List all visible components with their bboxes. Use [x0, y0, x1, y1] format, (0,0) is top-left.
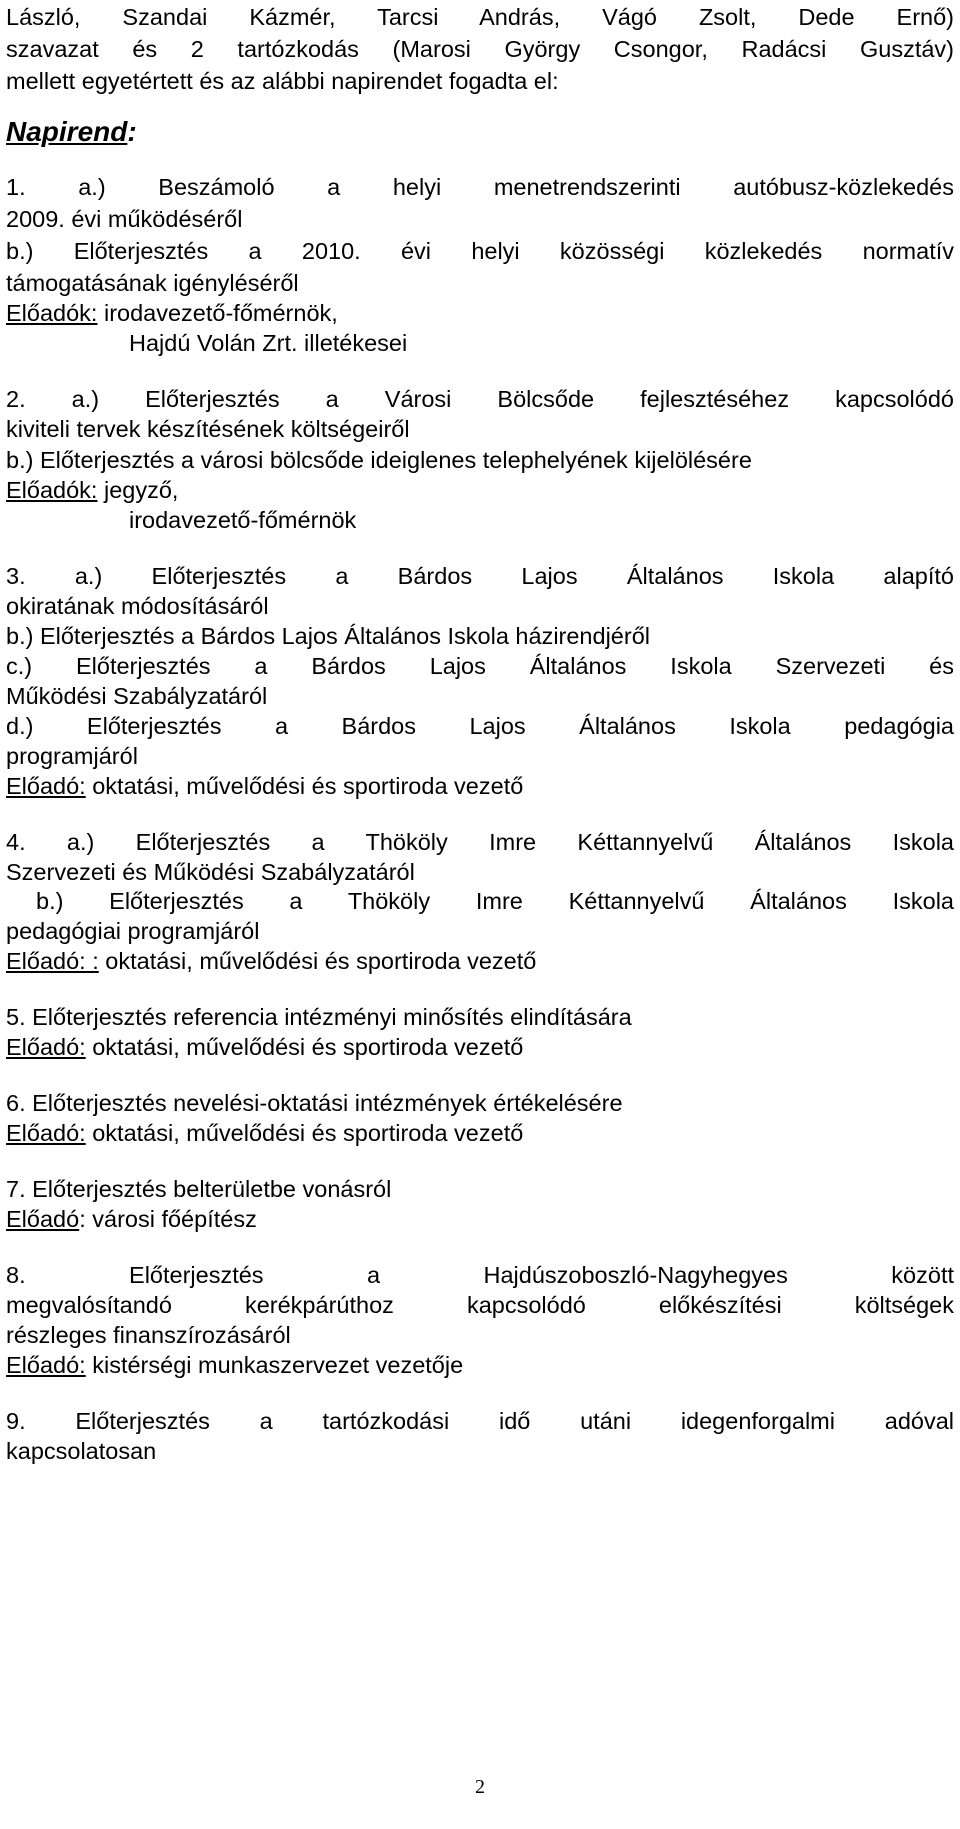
- agenda-item-8-cont-1: megvalósítandó kerékpárúthoz kapcsolódó előkészítési költségek: [6, 1292, 954, 1318]
- agenda-item-1a-cont: 2009. évi működéséről: [6, 206, 243, 232]
- presenter-line-2: [6, 475, 954, 505]
- presenter-line-3: [6, 771, 954, 801]
- presenter-label: Előadó:: [6, 1352, 86, 1378]
- presenter-text: : városi főépítész: [79, 1206, 257, 1232]
- agenda-item-3c: c.) Előterjesztés a Bárdos Lajos Általános Iskola Szervezeti és: [6, 653, 954, 679]
- page-number: 2: [475, 1776, 485, 1798]
- agenda-item-3d-cont: programjáról: [6, 743, 138, 769]
- presenter-line-6: [6, 1118, 954, 1148]
- agenda-item-5: 5. Előterjesztés referencia intézményi minősítés elindítására: [6, 1004, 632, 1030]
- agenda-item-4b-cont: pedagógiai programjáról: [6, 918, 260, 944]
- presenter-label: Előadó:: [6, 1120, 86, 1146]
- presenter-line-1: [6, 298, 954, 328]
- agenda-title-colon: :: [127, 116, 137, 147]
- presenter-line-1-cont: Hajdú Volán Zrt. illetékesei: [129, 330, 408, 356]
- presenter-line-7: [6, 1204, 954, 1234]
- presenter-text: oktatási, művelődési és sportiroda vezető: [85, 1034, 524, 1060]
- presenter-line-8: [6, 1350, 954, 1380]
- presenter-line-4: [6, 946, 954, 976]
- agenda-item-3c-cont: Működési Szabályzatáról: [6, 683, 268, 709]
- agenda-item-6: 6. Előterjesztés nevelési-oktatási intézmények értékelésére: [6, 1090, 623, 1116]
- agenda-item-8-cont-2: részleges finanszírozásáról: [6, 1322, 291, 1348]
- agenda-item-3a-cont: okiratának módosításáról: [6, 593, 269, 619]
- presenter-text: jegyző,: [97, 477, 179, 503]
- agenda-item-7: 7. Előterjesztés belterületbe vonásról: [6, 1176, 392, 1202]
- agenda-item-4a-cont: Szervezeti és Működési Szabályzatáról: [6, 859, 415, 885]
- presenter-text: oktatási, művelődési és sportiroda vezető: [85, 1120, 524, 1146]
- agenda-item-9: 9. Előterjesztés a tartózkodási idő utáni idegenforgalmi adóval: [6, 1408, 954, 1434]
- agenda-item-1a: 1. a.) Beszámoló a helyi menetrendszerinti autóbusz-közlekedés: [6, 174, 954, 200]
- presenter-label: Előadók:: [6, 300, 98, 326]
- agenda-item-1b-cont: támogatásának igényléséről: [6, 270, 299, 296]
- presenter-text: kistérségi munkaszervezet vezetője: [85, 1352, 464, 1378]
- presenter-label: Előadók:: [6, 477, 98, 503]
- intro-line-1: László, Szandai Kázmér, Tarcsi András, Vágó Zsolt, Dede Ernő): [6, 4, 954, 30]
- agenda-item-9-cont: kapcsolatosan: [6, 1438, 157, 1464]
- agenda-item-1b: b.) Előterjesztés a 2010. évi helyi közösségi közlekedés normatív: [6, 238, 954, 264]
- intro-line-2: szavazat és 2 tartózkodás (Marosi György Csongor, Radácsi Gusztáv): [6, 36, 954, 62]
- presenter-label: Előadó: :: [6, 948, 99, 974]
- agenda-item-2a-cont: kiviteli tervek készítésének költségeiről: [6, 416, 410, 442]
- presenter-line-2-cont: irodavezető-főmérnök: [129, 507, 357, 533]
- agenda-item-4a: 4. a.) Előterjesztés a Thököly Imre Kéttannyelvű Általános Iskola: [6, 829, 954, 855]
- agenda-title-word: Napirend: [6, 116, 128, 147]
- agenda-item-2b: b.) Előterjesztés a városi bölcsőde ideiglenes telephelyének kijelölésére: [6, 447, 752, 473]
- agenda-item-2a: 2. a.) Előterjesztés a Városi Bölcsőde fejlesztéséhez kapcsolódó: [6, 386, 954, 412]
- agenda-item-3a: 3. a.) Előterjesztés a Bárdos Lajos Általános Iskola alapító: [6, 563, 954, 589]
- agenda-item-8: 8. Előterjesztés a Hajdúszoboszló-Nagyhegyes között: [6, 1262, 954, 1288]
- presenter-line-5: [6, 1032, 954, 1062]
- presenter-label: Előadó: [6, 1206, 80, 1232]
- agenda-item-3d: d.) Előterjesztés a Bárdos Lajos Általános Iskola pedagógia: [6, 713, 954, 739]
- presenter-text: irodavezető-főmérnök,: [97, 300, 338, 326]
- presenter-text: oktatási, művelődési és sportiroda vezető: [98, 948, 537, 974]
- presenter-label: Előadó:: [6, 773, 86, 799]
- presenter-text: oktatási, művelődési és sportiroda vezető: [85, 773, 524, 799]
- agenda-item-4b: b.) Előterjesztés a Thököly Imre Kéttannyelvű Általános Iskola: [36, 888, 954, 914]
- agenda-item-3b: b.) Előterjesztés a Bárdos Lajos Általános Iskola házirendjéről: [6, 623, 650, 649]
- presenter-label: Előadó:: [6, 1034, 86, 1060]
- intro-line-3: mellett egyetértett és az alábbi napirendet fogadta el:: [6, 68, 559, 94]
- agenda-title: [6, 117, 954, 147]
